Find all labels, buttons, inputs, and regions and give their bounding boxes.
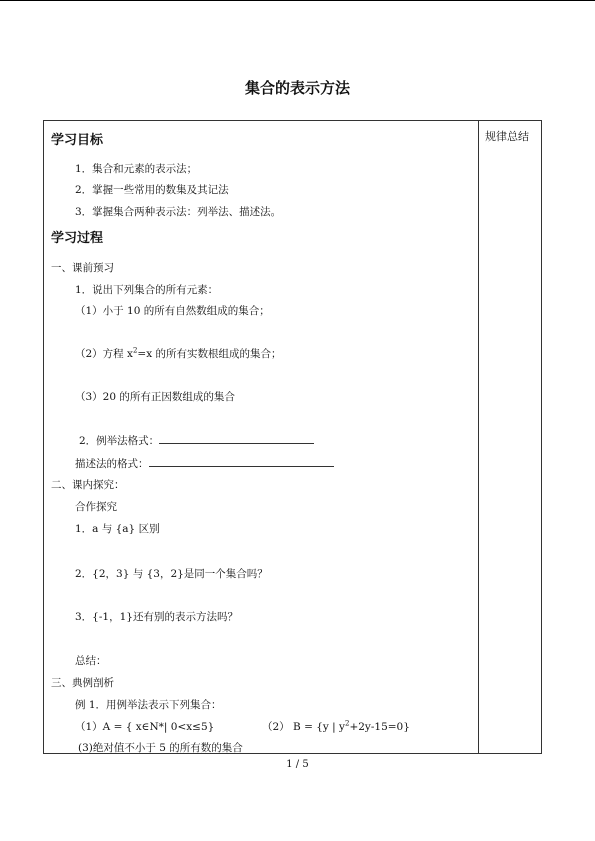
goal-item: 1．集合和元素的表示法；: [75, 163, 198, 175]
example-text: （2） B = {y | y: [262, 721, 345, 733]
sidebar-title: 规律总结: [485, 130, 529, 143]
question-text: =x 的所有实数根组成的集合；: [137, 348, 282, 360]
example-item: （1）A = { x∈N*| 0<x≤5}: [75, 721, 215, 733]
goals-heading: 学习目标: [51, 133, 104, 148]
inclass-subheading: 合作探究: [75, 501, 117, 513]
goal-item: 3．掌握集合两种表示法：列举法、描述法。: [75, 206, 282, 218]
superscript: 2: [132, 346, 138, 355]
describe-format-label: 描述法的格式：: [75, 458, 149, 470]
goal-item: 2．掌握一些常用的数集及其记法: [75, 184, 229, 196]
question: 1．说出下列集合的所有元素：: [75, 284, 219, 296]
inclass-heading: 二、课内探究：: [51, 479, 125, 491]
preview-heading: 一、课前预习: [51, 262, 114, 274]
list-format-row: [79, 433, 314, 448]
summary-label: 总结：: [75, 655, 107, 667]
page-number: 1 / 5: [286, 759, 309, 770]
question: 1．a 与 {a} 区别: [75, 523, 160, 535]
question: 3．{-1，1}还有别的表示方法吗？: [75, 611, 238, 623]
question-item: [75, 346, 281, 361]
page-title: 集合的表示方法: [244, 79, 350, 97]
process-heading: 学习过程: [51, 231, 104, 246]
column-divider: [478, 120, 479, 754]
example-item: (3)绝对值不小于 5 的所有数的集合: [78, 742, 243, 754]
example-item: [262, 719, 410, 734]
example-prompt: 例 1．用例举法表示下列集合：: [75, 699, 222, 711]
answer-blank[interactable]: [149, 456, 334, 467]
header-rule: [0, 0, 595, 1]
describe-format-row: [75, 456, 334, 471]
question-item: （3）20 的所有正因数组成的集合: [75, 391, 235, 403]
list-format-label: 2．例举法格式：: [79, 435, 160, 447]
question-text: （2）方程 x: [75, 348, 133, 360]
example-text: +2y-15=0}: [349, 721, 410, 733]
question-item: （1）小于 10 的所有自然数组成的集合；: [75, 305, 270, 317]
examples-heading: 三、典例剖析: [51, 677, 114, 689]
superscript: 2: [344, 719, 350, 728]
answer-blank[interactable]: [159, 433, 314, 444]
question: 2．{2，3} 与 {3，2}是同一个集合吗？: [75, 568, 268, 580]
